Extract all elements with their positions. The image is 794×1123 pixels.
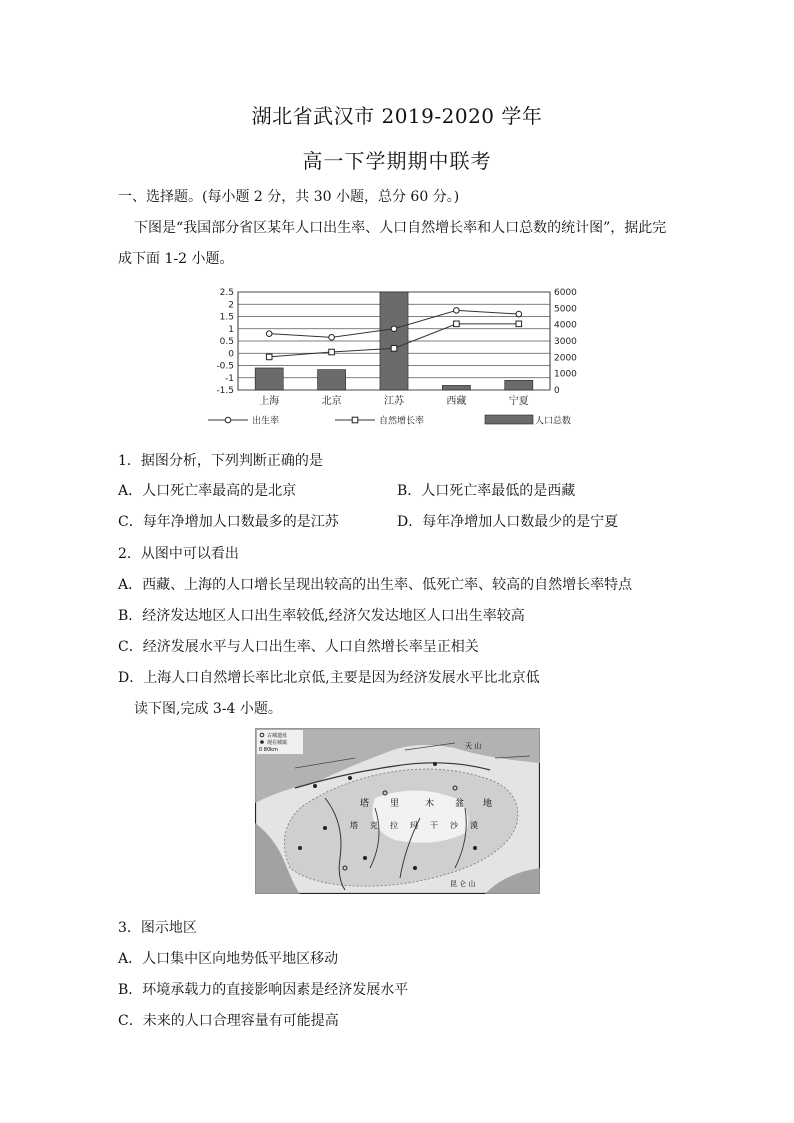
basin-char: 地 [483,799,493,809]
intro-line-1: 下图是“我国部分省区某年人口出生率、人口自然增长率和人口总数的统计图”，据此完 [134,220,667,236]
birth-rate-point [516,311,522,317]
q1-option-c: C．每年净增加人口数最多的是江苏 [118,514,339,530]
right-tick-label: 5000 [554,304,577,315]
legend-population-swatch [485,415,533,424]
doc-title: 湖北省武汉市 2019-2020 学年 [251,104,543,128]
category-label: 上海 [259,396,280,407]
population-bar [380,292,408,390]
q1-option-a: A．人口死亡率最高的是北京 [118,483,297,499]
population-bar [505,380,533,390]
population-bar [318,370,346,390]
q1-stem: 1．据图分析，下列判断正确的是 [118,453,323,469]
growth-rate-point [391,346,397,352]
desert-char: 塔 [350,821,358,830]
q2-option-c: C．经济发展水平与人口出生率、人口自然增长率呈正相关 [118,639,479,655]
left-tick-label: 0 [228,349,234,360]
left-tick-label: 0.5 [219,337,234,347]
desert-char: 漠 [470,821,478,830]
right-tick-label: 3000 [554,337,577,347]
left-tick-label: -1.5 [216,386,234,396]
growth-rate-point [516,321,522,327]
right-tick-label: 2000 [554,353,577,364]
birth-rate-point [266,331,272,337]
left-tick-label: 1 [228,324,234,335]
basin-char: 盆 [455,799,465,809]
population-chart [200,282,590,432]
right-tick-label: 6000 [554,288,577,298]
left-tick-label: 1.5 [219,312,234,323]
map-legend-towns: 现在城镇 [267,740,288,746]
population-bar [442,385,470,390]
map-label-top: 天 山 [465,742,482,750]
legend-growth-rate: 自然增长率 [379,416,425,427]
desert-char: 沙 [450,821,458,830]
q1-option-d: D．每年净增加人口数最少的是宁夏 [397,514,619,530]
right-tick-label: 0 [554,386,560,396]
doc-subtitle: 高一下学期期中联考 [302,149,492,173]
left-tick-label: 2 [228,300,234,311]
desert-char: 玛 [410,821,418,830]
q2-option-d: D．上海人口自然增长率比北京低,主要是因为经济发展水平比北京低 [118,670,540,686]
basin-char: 里 [390,799,400,809]
map-scale: 0 80km [259,747,278,753]
tarim-basin-map [255,728,540,894]
left-tick-label: -0.5 [216,361,234,372]
left-tick-label: 2.5 [219,288,234,298]
category-label: 宁夏 [508,396,529,407]
birth-rate-point [329,335,335,341]
intro-line-2: 成下面 1-2 小题。 [118,251,234,267]
town-legend-icon [260,740,264,744]
population-bar [255,368,283,390]
legend-birth-rate-marker [225,417,231,423]
desert-char: 拉 [390,821,398,830]
birth-rate-point [454,308,460,314]
growth-rate-point [329,349,335,355]
q2-stem: 2．从图中可以看出 [118,546,239,562]
q2-option-b: B．经济发达地区人口出生率较低,经济欠发达地区人口出生率较高 [118,608,525,624]
right-tick-label: 1000 [554,369,577,380]
category-label: 北京 [321,396,342,407]
right-tick-label: 4000 [554,320,577,331]
q3-option-a: A．人口集中区向地势低平地区移动 [118,951,339,967]
section-heading: 一、选择题。(每小题 2 分，共 30 小题，总分 60 分。) [118,189,460,205]
birth-rate-point [391,326,397,332]
basin-char: 塔 [360,799,370,809]
growth-rate-point [454,321,460,327]
desert-char: 克 [370,821,378,830]
q2-option-a: A．西藏、上海的人口增长呈现出较高的出生率、低死亡率、较高的自然增长率特点 [118,577,633,593]
category-label: 江苏 [384,396,404,407]
legend-growth-rate-marker [352,417,358,423]
legend-population: 人口总数 [535,416,572,427]
desert-char: 干 [430,821,438,830]
growth-rate-point [266,354,272,360]
legend-birth-rate: 出生率 [252,416,280,427]
read-map-instruction: 读下图,完成 3-4 小题。 [134,701,282,717]
map-legend-ruins: 古城遗址 [267,733,288,739]
chart-legend [208,415,571,427]
q3-option-c: C．未来的人口合理容量有可能提高 [118,1013,339,1029]
q3-stem: 3．图示地区 [118,920,197,936]
basin-char: 木 [425,799,435,809]
chart-categories [259,394,529,407]
q3-option-b: B．环境承载力的直接影响因素是经济发展水平 [118,982,409,998]
map-label-bottom: 昆 仑 山 [450,880,476,888]
left-tick-label: -1 [225,373,234,384]
q1-option-b: B．人口死亡率最低的是西藏 [397,483,576,499]
category-label: 西藏 [446,396,467,407]
